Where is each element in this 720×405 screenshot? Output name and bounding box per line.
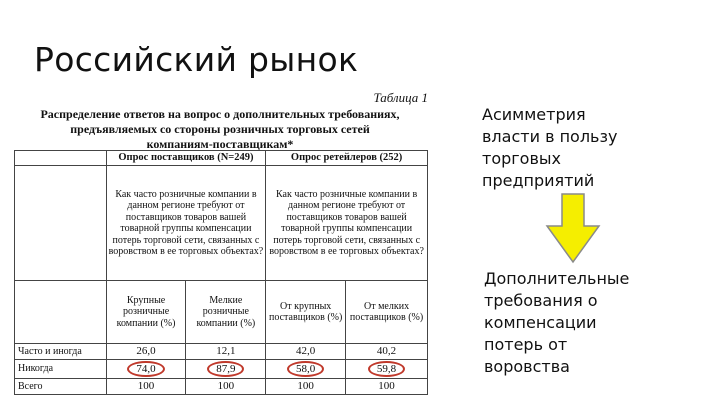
group-header-retailers: Опрос ретейлеров (252) [266,151,428,166]
table-cell: 100 [266,379,346,395]
text-line: торговых [482,149,561,168]
table-heading-line: предъявляемых со стороны розничных торговых сетей [70,122,370,136]
text-line: власти в пользу [482,127,618,146]
circled-value: 58,0 [287,361,324,377]
question-retailers: Как часто розничные компании в данном регионе требуют от поставщиков товаров вашей товарной группы компенсации потерь торговой сети, связанных с воровством в ее торговых объектах? [266,166,428,281]
power-asymmetry-text [482,104,682,192]
table-heading [14,107,426,152]
table-cell: 40,2 [346,344,428,360]
subheader-small-suppliers: От мелких поставщиков (%) [346,281,428,344]
text-line: предприятий [482,171,595,190]
table-row [15,379,428,395]
table-row [15,360,428,379]
circled-value: 87,9 [207,361,244,377]
subheader-large-retail: Крупные розничные компании (%) [106,281,186,344]
table-cell: 100 [106,379,186,395]
text-line: Дополнительные [484,269,630,288]
text-line: компенсации [484,313,597,332]
row-label: Никогда [15,360,107,379]
survey-table-figure [14,90,434,390]
table-cell [266,360,346,379]
subheader-large-suppliers: От крупных поставщиков (%) [266,281,346,344]
group-header-suppliers: Опрос поставщиков (N=249) [106,151,266,166]
table-corner-cell [15,166,107,281]
table-corner-cell [15,281,107,344]
slide-title: Российский рынок [34,40,359,79]
subheader-small-retail: Мелкие розничные компании (%) [186,281,266,344]
table-corner-cell [15,151,107,166]
text-line: требования о [484,291,598,310]
survey-table [14,150,428,395]
circled-value: 74,0 [127,361,164,377]
table-cell [346,360,428,379]
circled-value: 59,8 [368,361,405,377]
additional-requirements-text [484,268,684,378]
table-heading-line: компаниям-поставщикам* [146,137,294,151]
row-label: Всего [15,379,107,395]
table-cell: 12,1 [186,344,266,360]
table-row [15,344,428,360]
down-arrow-icon [545,192,601,264]
table-cell: 100 [186,379,266,395]
table-cell: 26,0 [106,344,186,360]
text-line: воровства [484,357,570,376]
table-caption: Таблица 1 [373,90,428,105]
table-cell: 42,0 [266,344,346,360]
row-label: Часто и иногда [15,344,107,360]
table-cell: 100 [346,379,428,395]
table-cell [186,360,266,379]
text-line: потерь от [484,335,568,354]
text-line: Асимметрия [482,105,586,124]
table-heading-line: Распределение ответов на вопрос о дополнительных требованиях, [40,107,400,121]
question-suppliers: Как часто розничные компании в данном регионе требуют от поставщиков товаров вашей товарной группы компенсации потерь торговой сети, связанных с воровством в ее торговых объектах? [106,166,266,281]
table-cell [106,360,186,379]
